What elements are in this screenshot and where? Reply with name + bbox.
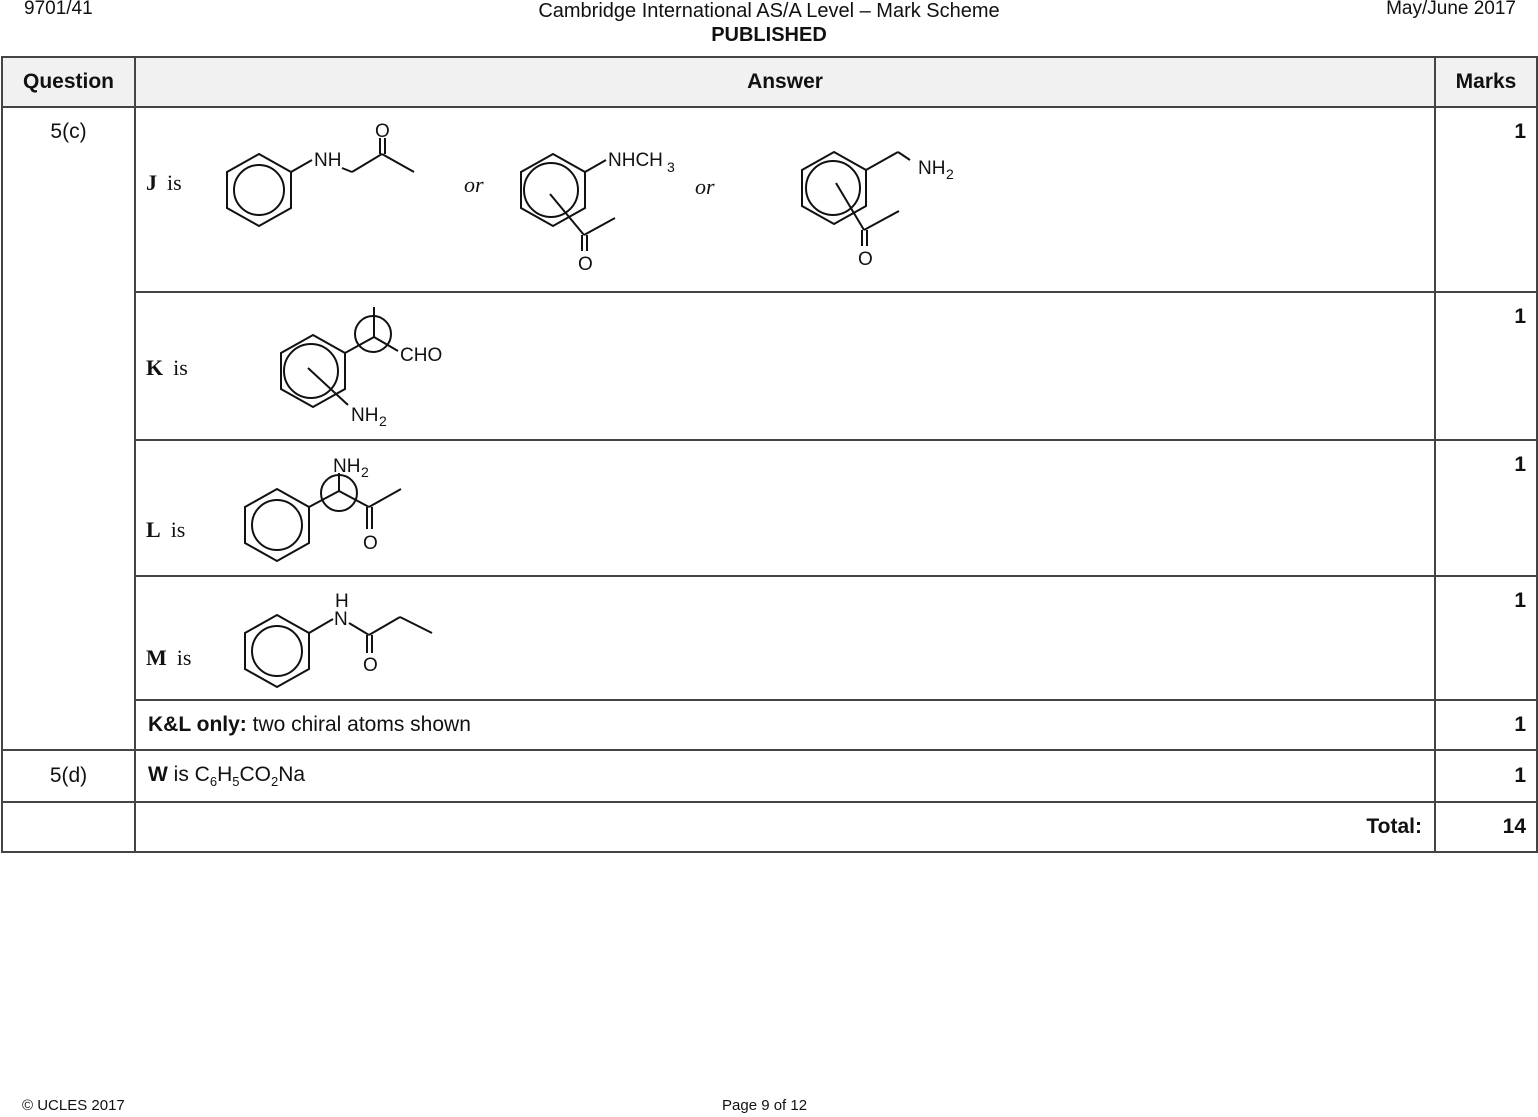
label-cho: CHO: [400, 345, 443, 366]
label-nh2: NH: [918, 158, 946, 179]
label-o: O: [578, 254, 593, 275]
column-header-question: Question: [2, 57, 135, 107]
answer-label-k: K is: [146, 355, 188, 380]
marks-value: 1: [1435, 292, 1537, 440]
copyright: © UCLES 2017: [22, 1097, 125, 1114]
table-row: [2, 700, 1537, 750]
exam-session: May/June 2017: [1386, 0, 1516, 19]
or-separator: or: [695, 174, 715, 199]
answer-label-j: J is: [146, 170, 182, 195]
total-label: Total:: [135, 802, 1435, 852]
table-row: [2, 440, 1537, 576]
answer-cell-j: [135, 107, 1435, 292]
answer-cell-k: [135, 292, 1435, 440]
structure-j-options: [136, 108, 1426, 288]
or-separator: or: [464, 172, 484, 197]
marks-value: 1: [1435, 107, 1537, 292]
document-title: Cambridge International AS/A Level – Mark Scheme: [538, 0, 1000, 22]
label-o: O: [363, 533, 378, 554]
answer-cell-m: [135, 576, 1435, 700]
structure-j2: [521, 154, 615, 251]
table-row: [2, 576, 1537, 700]
empty-cell: [2, 802, 135, 852]
marks-value: 1: [1435, 440, 1537, 576]
label-nh: NH: [314, 150, 342, 171]
answer-cell-l: [135, 440, 1435, 576]
label-h: H: [335, 591, 349, 612]
structure-k: [136, 293, 536, 441]
question-number: 5(d): [2, 750, 135, 802]
label-sub-3: 3: [667, 159, 675, 175]
table-row: [2, 750, 1537, 802]
label-o: O: [858, 249, 873, 270]
structure-l: [136, 441, 536, 575]
column-header-marks: Marks: [1435, 57, 1537, 107]
answer-note: K&L only: two chiral atoms shown: [135, 700, 1435, 750]
table-row: [2, 292, 1537, 440]
label-sub-2: 2: [361, 464, 369, 480]
marks-value: 1: [1435, 700, 1537, 750]
page-number: Page 9 of 12: [722, 1097, 808, 1114]
mark-scheme-table: [1, 56, 1538, 853]
answer-label-m: M is: [146, 645, 192, 670]
table-row: [2, 107, 1537, 292]
question-number: 5(c): [2, 107, 135, 750]
answer-w: W is $C_6H_5CO_2Na$: [135, 750, 1435, 802]
label-nhch3: NHCH: [608, 150, 663, 171]
marks-value: 1: [1435, 750, 1537, 802]
structure-m: [136, 577, 536, 701]
column-header-answer: Answer: [135, 57, 1435, 107]
label-o: O: [363, 655, 378, 676]
label-o: O: [375, 121, 390, 142]
total-marks: 14: [1435, 802, 1537, 852]
structure-j3: [802, 152, 910, 246]
answer-label-l: L is: [146, 517, 186, 542]
label-nh2: NH: [333, 456, 361, 477]
paper-code: 9701/41: [24, 0, 93, 19]
label-n: N: [334, 609, 348, 630]
table-header-row: [2, 57, 1537, 107]
label-sub-2: 2: [946, 166, 954, 182]
label-sub-2: 2: [379, 413, 387, 429]
label-nh2: NH: [351, 405, 379, 426]
total-row: [2, 802, 1537, 852]
published-label: PUBLISHED: [711, 24, 827, 46]
marks-value: 1: [1435, 576, 1537, 700]
